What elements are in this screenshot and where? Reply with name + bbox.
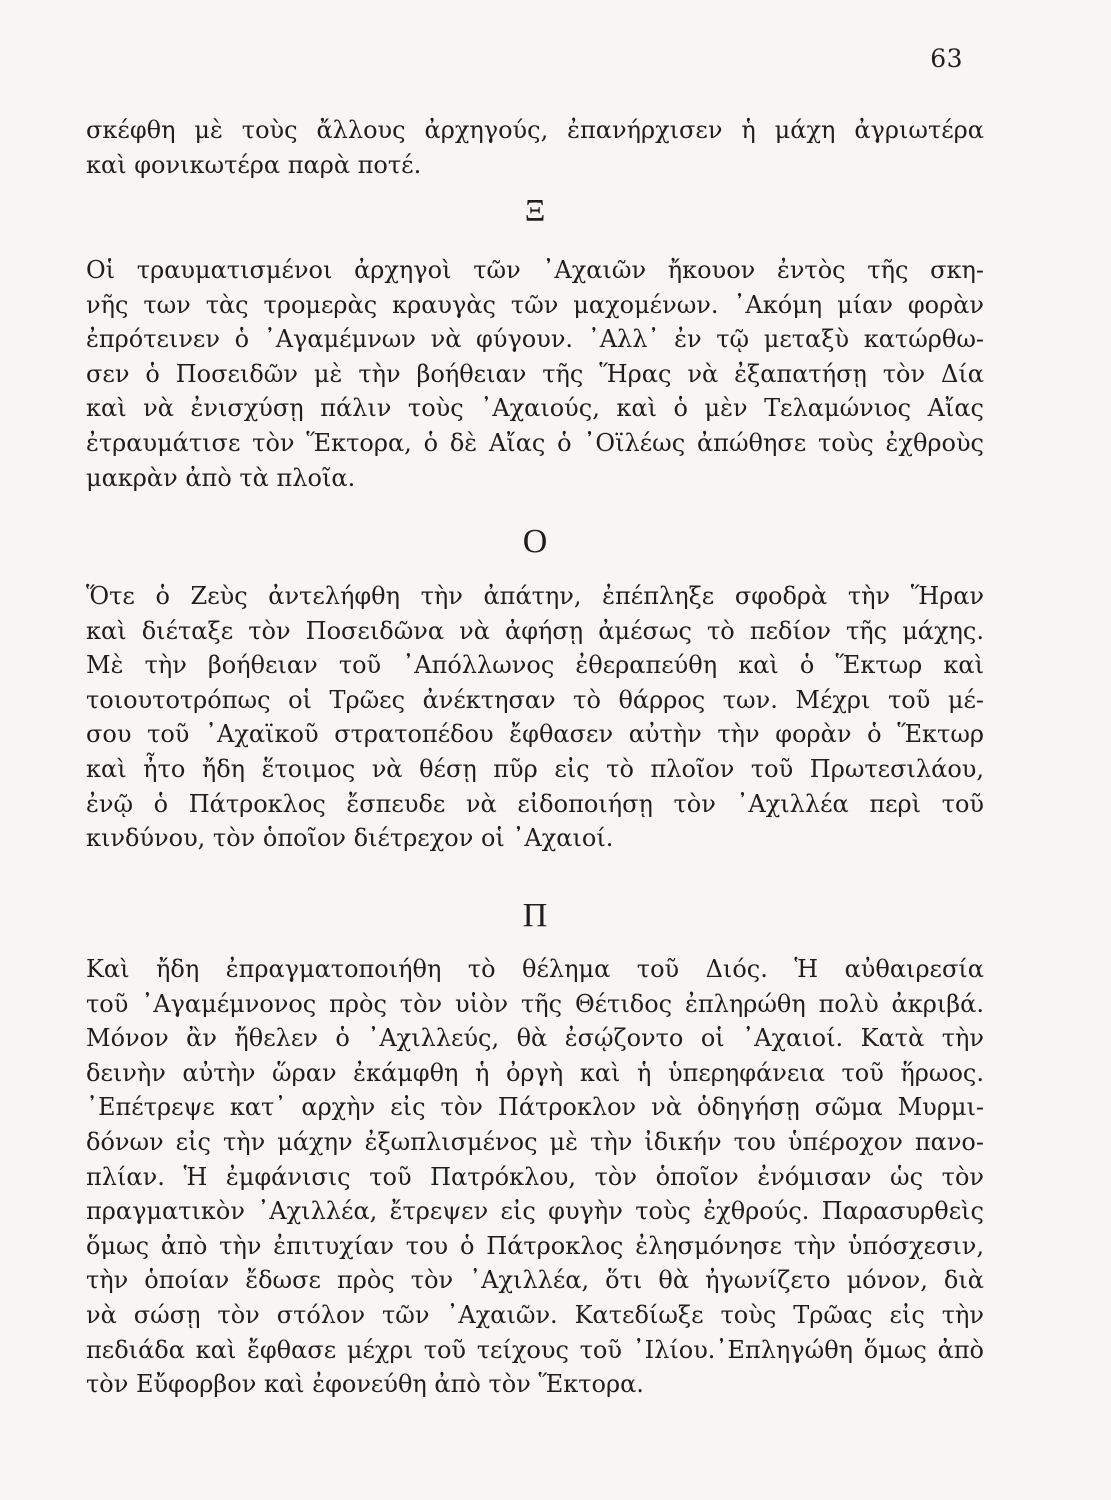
text-line: Ὅτε ὁ Ζεὺς ἀντελήφθη τὴν ἀπάτην, ἐπέπληξε σφοδρὰ τὴν Ἥραν <box>86 582 984 610</box>
text-line: καὶ νὰ ἐνισχύσῃ πάλιν τοὺς ᾿Αχαιούς, καὶ ὁ μὲν Τελαμώνιος Αἴας <box>86 394 984 423</box>
page-number: 63 <box>930 44 963 73</box>
text-line: νὰ σώσῃ τὸν στόλον τῶν ᾿Αχαιῶν. Κατεδίωξε τοὺς Τρῶας εἰς τὴν <box>86 1300 984 1329</box>
text-line: κινδύνου, τὸν ὁποῖον διέτρεχον οἱ ᾿Αχαιοί. <box>86 824 614 853</box>
text-line: καὶ φονικωτέρα παρὰ ποτέ. <box>86 150 422 179</box>
text-line: μακρὰν ἀπὸ τὰ πλοῖα. <box>86 463 356 492</box>
text-line: ἐπρότεινεν ὁ ᾿Αγαμέμνων νὰ φύγουν. ᾿Αλλ᾿ ἐν τῷ μεταξὺ κατώρθω- <box>86 325 984 354</box>
text-line: ἐτραυμάτισε τὸν Ἕκτορα, ὁ δὲ Αἴας ὁ ᾿Οϊλέως ἀπώθησε τοὺς ἐχθροὺς <box>86 428 984 457</box>
paragraph-intro <box>86 113 984 182</box>
section-heading-pi: Π <box>522 897 548 934</box>
paragraph-xi <box>86 253 984 495</box>
text-line: καὶ ἦτο ἤδη ἕτοιμος νὰ θέσῃ πῦρ εἰς τὸ πλοῖον τοῦ Πρωτεσιλάου, <box>86 754 984 783</box>
text-line: πραγματικὸν ᾿Αχιλλέα, ἔτρεψεν εἰς φυγὴν τοὺς ἐχθρούς. Παρασυρθεὶς <box>86 1197 984 1226</box>
text-line: Μόνον ἂν ἤθελεν ὁ ᾿Αχιλλεύς, θὰ ἐσῴζοντο οἱ ᾿Αχαιοί. Κατὰ τὴν <box>86 1024 984 1053</box>
text-line: πλίαν. Ἡ ἐμφάνισις τοῦ Πατρόκλου, τὸν ὁποῖον ἐνόμισαν ὡς τὸν <box>86 1162 984 1191</box>
text-line: Οἱ τραυματισμένοι ἀρχηγοὶ τῶν ᾿Αχαιῶν ἤκουον ἐντὸς τῆς σκη- <box>86 256 984 284</box>
text-line: πεδιάδα καὶ ἔφθασε μέχρι τοῦ τείχους τοῦ ᾿Ιλίου.᾿Επληγώθη ὅμως ἀπὸ <box>86 1335 984 1364</box>
text-line: ᾿Επέτρεψε κατ᾿ αρχὴν εἰς τὸν Πάτροκλον νὰ ὁδηγήσῃ σῶμα Μυρμι- <box>86 1093 984 1122</box>
section-heading-xi: Ξ <box>524 192 546 228</box>
text-line: Καὶ ἤδη ἐπραγματοποιήθη τὸ θέλημα τοῦ Διός. Ἡ αὐθαιρεσία <box>86 955 984 983</box>
text-line: σκέφθη μὲ τοὺς ἄλλους ἀρχηγούς, ἐπανήρχισεν ἡ μάχη ἀγριωτέρα <box>86 116 984 144</box>
text-line: δεινὴν αὐτὴν ὥραν ἐκάμφθη ἡ ὀργὴ καὶ ἡ ὑπερηφάνεια τοῦ ἥρωος. <box>86 1058 984 1087</box>
text-line: τὸν Εὔφορβον καὶ ἐφονεύθη ἀπὸ τὸν Ἕκτορα. <box>86 1370 644 1399</box>
text-line: καὶ διέταξε τὸν Ποσειδῶνα νὰ ἀφήσῃ ἀμέσως τὸ πεδίον τῆς μάχης. <box>86 616 984 645</box>
paragraph-pi <box>86 952 984 1402</box>
text-line: τοιουτοτρόπως οἱ Τρῶες ἀνέκτησαν τὸ θάρρος των. Μέχρι τοῦ μέ- <box>86 685 984 714</box>
text-line: σεν ὁ Ποσειδῶν μὲ τὴν βοήθειαν τῆς Ἥρας νὰ ἐξαπατήσῃ τὸν Δία <box>86 359 984 388</box>
text-line: σου τοῦ ᾿Αχαϊκοῦ στρατοπέδου ἔφθασεν αὐτὴν τὴν φορὰν ὁ Ἕκτωρ <box>86 720 984 749</box>
text-line: τοῦ ᾿Αγαμέμνονος πρὸς τὸν υἱὸν τῆς Θέτιδος ἐπληρώθη πολὺ ἀκριβά. <box>86 989 984 1018</box>
text-line: δόνων εἰς τὴν μάχην ἐξωπλισμένος μὲ τὴν ἰδικήν του ὑπέροχον πανο- <box>86 1127 984 1156</box>
text-line: ἐνῷ ὁ Πάτροκλος ἔσπευδε νὰ εἰδοποιήσῃ τὸν ᾿Αχιλλέα περὶ τοῦ <box>86 789 984 818</box>
text-line: Μὲ τὴν βοήθειαν τοῦ ᾿Απόλλωνος ἐθεραπεύθη καὶ ὁ Ἕκτωρ καὶ <box>86 651 984 680</box>
text-line: νῆς των τὰς τρομερὰς κραυγὰς τῶν μαχομένων. ᾿Ακόμη μίαν φορὰν <box>86 290 984 319</box>
text-line: τὴν ὁποίαν ἔδωσε πρὸς τὸν ᾿Αχιλλέα, ὅτι θὰ ἠγωνίζετο μόνον, διὰ <box>86 1266 984 1295</box>
text-line: ὅμως ἀπὸ τὴν ἐπιτυχίαν του ὁ Πάτροκλος ἐλησμόνησε τὴν ὑπόσχεσιν, <box>86 1231 984 1260</box>
section-heading-omicron: Ο <box>522 523 548 560</box>
paragraph-omicron <box>86 579 984 856</box>
